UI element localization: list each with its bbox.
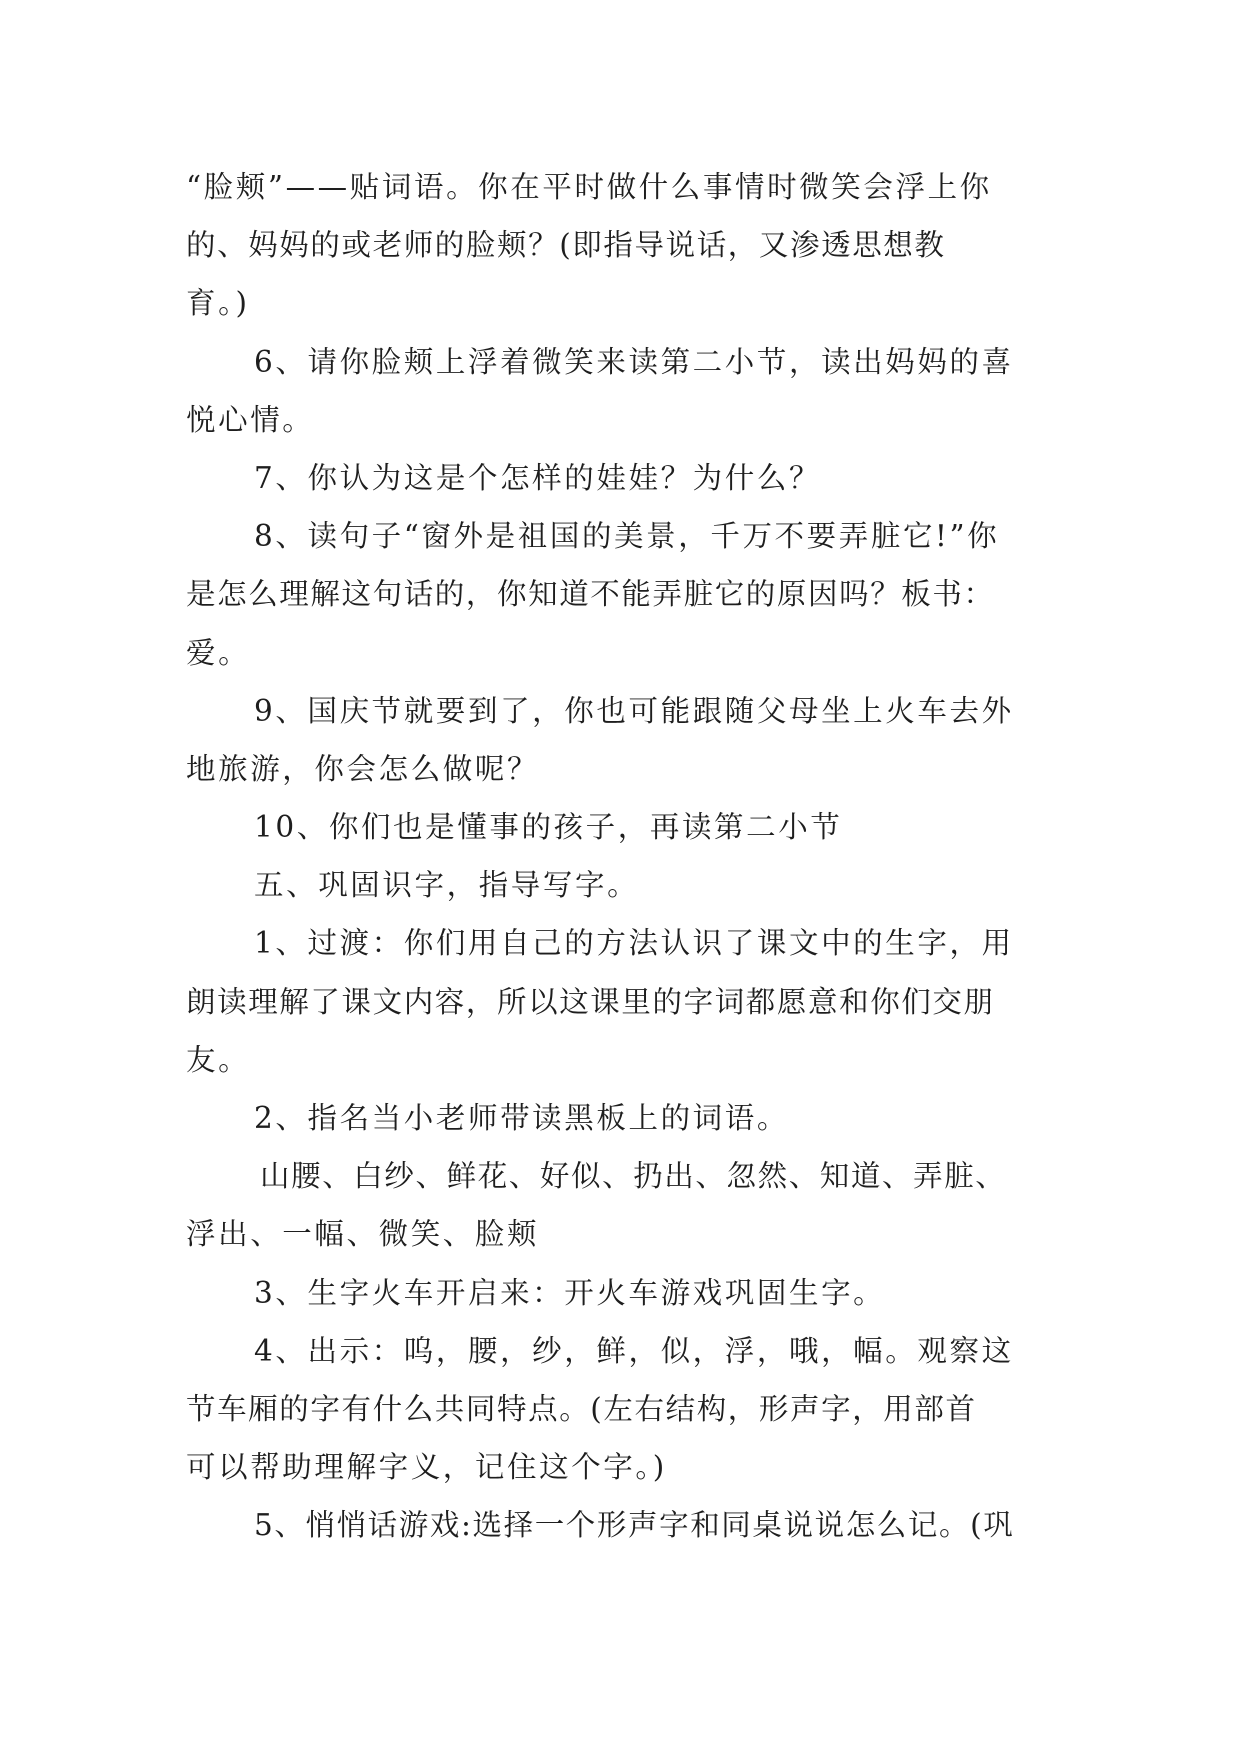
text-line: “脸颊”——贴词语。你在平时做什么事情时微笑会浮上你	[186, 170, 992, 204]
text-line: 朗读理解了课文内容，所以这课里的字词都愿意和你们交朋	[186, 984, 995, 1019]
text-line: 地旅游，你会怎么做呢？	[186, 751, 540, 786]
text-line: 浮出、一幅、微笑、脸颊	[186, 1217, 540, 1252]
text-line: 山腰、白纱、鲜花、好似、扔出、忽然、知道、弄脏、	[260, 1159, 1007, 1194]
text-line: 8、读句子“窗外是祖国的美景，千万不要弄脏它!”你	[254, 519, 1000, 554]
text-line: 4、出示：呜，腰，纱，鲜，似，浮，哦，幅。观察这	[254, 1333, 1014, 1368]
text-line: 节车厢的字有什么共同特点。(左右结构，形声字，用部首	[186, 1391, 977, 1426]
text-line: 5、悄悄话游戏:选择一个形声字和同桌说说怎么记。(巩	[254, 1508, 1015, 1543]
text-line: 2、指名当小老师带读黑板上的词语。	[254, 1101, 789, 1135]
text-line: 6、请你脸颊上浮着微笑来读第二小节，读出妈妈的喜	[254, 344, 1014, 379]
text-line: 的、妈妈的或老师的脸颊？(即指导说话，又渗透思想教	[186, 228, 946, 263]
document-body	[186, 158, 1056, 1555]
text-line: 是怎么理解这句话的，你知道不能弄脏它的原因吗？板书：	[186, 577, 995, 612]
text-line: 9、国庆节就要到了，你也可能跟随父母坐上火车去外	[254, 693, 1014, 728]
text-line: 1、过渡：你们用自己的方法认识了课文中的生字，用	[254, 926, 1014, 961]
text-line: 7、你认为这是个怎样的娃娃？为什么？	[254, 460, 822, 495]
text-line: 五、巩固识字，指导写字。	[254, 868, 640, 903]
text-line: 悦心情。	[186, 402, 315, 437]
text-line: 友。	[186, 1042, 251, 1077]
text-line: 10、你们也是懂事的孩子，再读第二小节	[254, 810, 843, 845]
text-line: 3、生字火车开启来：开火车游戏巩固生字。	[254, 1275, 886, 1310]
text-line: 育。)	[186, 286, 250, 321]
text-line: 爱。	[186, 635, 251, 670]
text-line: 可以帮助理解字义，记住这个字。)	[186, 1450, 667, 1485]
